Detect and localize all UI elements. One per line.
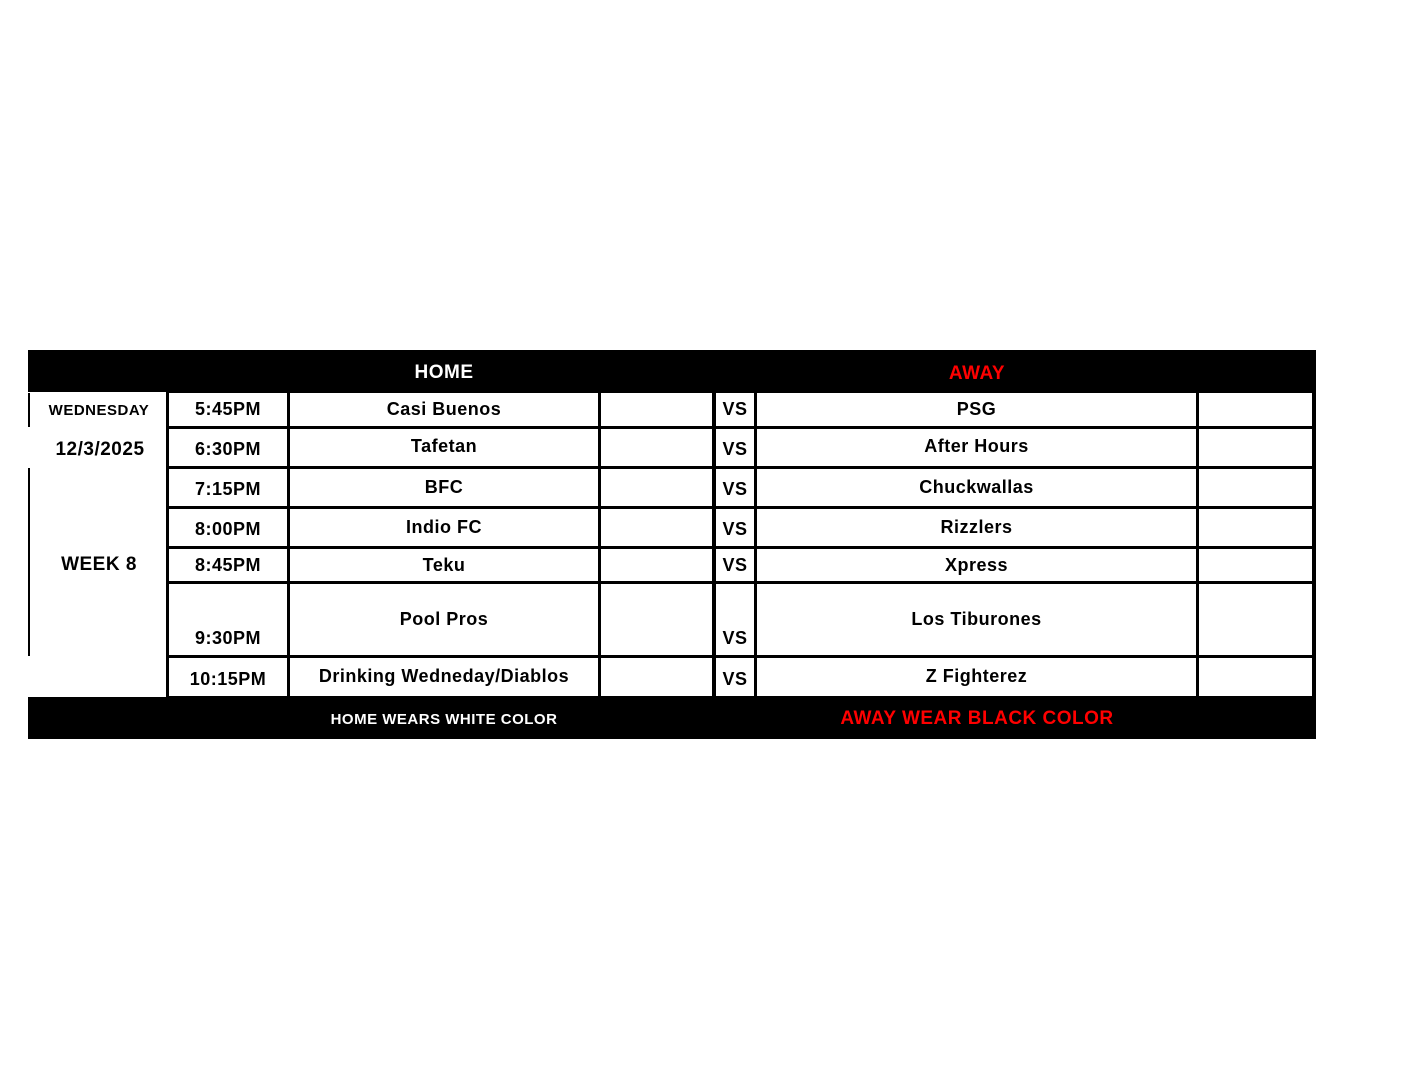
vs-label: VS: [722, 439, 748, 459]
home-team-cell: [290, 393, 598, 426]
time-cell: [169, 393, 287, 426]
away-team: Xpress: [944, 554, 1009, 575]
vs-label: VS: [722, 628, 748, 648]
time-cell: [169, 658, 287, 696]
home-team: Indio FC: [406, 517, 482, 537]
game-time: 10:15PM: [189, 669, 267, 689]
away-team-cell: [757, 584, 1196, 655]
vs-cell: [716, 509, 754, 546]
home-team-cell: [290, 469, 598, 506]
vs-label: VS: [722, 399, 748, 419]
home-score-cell: [601, 549, 712, 581]
home-score-cell: [601, 584, 712, 655]
home-team: Casi Buenos: [386, 399, 502, 419]
home-team-cell: [290, 584, 598, 655]
away-team: Los Tiburones: [911, 609, 1042, 629]
game-time: 5:45PM: [194, 399, 262, 419]
home-team: Drinking Wedneday/Diablos: [318, 666, 570, 686]
away-score-cell: [1199, 429, 1312, 466]
home-team: Pool Pros: [399, 609, 489, 629]
vs-cell: [716, 658, 754, 696]
home-team-cell: [290, 429, 598, 466]
away-team-cell: [757, 509, 1196, 546]
vs-cell: [716, 469, 754, 506]
away-score-cell: [1199, 584, 1312, 655]
home-team-cell: [290, 549, 598, 581]
vs-label: VS: [722, 519, 748, 539]
home-team-cell: [290, 658, 598, 696]
game-time: 6:30PM: [194, 439, 262, 459]
away-team-cell: [757, 429, 1196, 466]
home-score-cell: [601, 429, 712, 466]
home-team-cell: [290, 509, 598, 546]
vs-cell: [716, 429, 754, 466]
time-cell: [169, 584, 287, 655]
date-label: 12/3/2025: [55, 439, 145, 460]
home-score-cell: [601, 658, 712, 696]
home-team: Tafetan: [410, 436, 478, 456]
away-score-cell: [1199, 658, 1312, 696]
day-label: WEDNESDAY: [48, 402, 150, 419]
week-label: WEEK 8: [61, 554, 137, 575]
time-cell: [169, 469, 287, 506]
time-cell: [169, 509, 287, 546]
away-team-cell: [757, 549, 1196, 581]
home-header: HOME: [414, 362, 474, 383]
vs-label: VS: [722, 669, 748, 689]
home-score-cell: [601, 509, 712, 546]
away-footer-note: AWAY WEAR BLACK COLOR: [840, 708, 1114, 729]
vs-cell: [716, 584, 754, 655]
home-score-cell: [601, 469, 712, 506]
vs-label: VS: [722, 554, 748, 575]
away-team-cell: [757, 469, 1196, 506]
away-team: After Hours: [924, 436, 1029, 456]
game-time: 8:45PM: [194, 554, 262, 575]
game-time: 9:30PM: [194, 628, 262, 648]
home-footer-note: HOME WEARS WHITE COLOR: [330, 711, 558, 728]
vs-cell: [716, 549, 754, 581]
home-team: BFC: [424, 477, 464, 497]
away-team: Z Fighterez: [925, 666, 1028, 686]
away-team: Chuckwallas: [919, 477, 1034, 497]
away-team-cell: [757, 393, 1196, 426]
time-cell: [169, 549, 287, 581]
away-team-cell: [757, 658, 1196, 696]
away-score-cell: [1199, 469, 1312, 506]
time-cell: [169, 429, 287, 466]
away-score-cell: [1199, 509, 1312, 546]
game-time: 8:00PM: [194, 519, 262, 539]
vs-cell: [716, 393, 754, 426]
away-team: Rizzlers: [940, 517, 1013, 537]
game-time: 7:15PM: [194, 479, 262, 499]
away-score-cell: [1199, 549, 1312, 581]
home-team: Teku: [422, 554, 466, 575]
away-score-cell: [1199, 393, 1312, 426]
home-score-cell: [601, 393, 712, 426]
away-team: PSG: [956, 399, 997, 419]
away-header: AWAY: [948, 363, 1006, 384]
vs-label: VS: [722, 479, 748, 499]
